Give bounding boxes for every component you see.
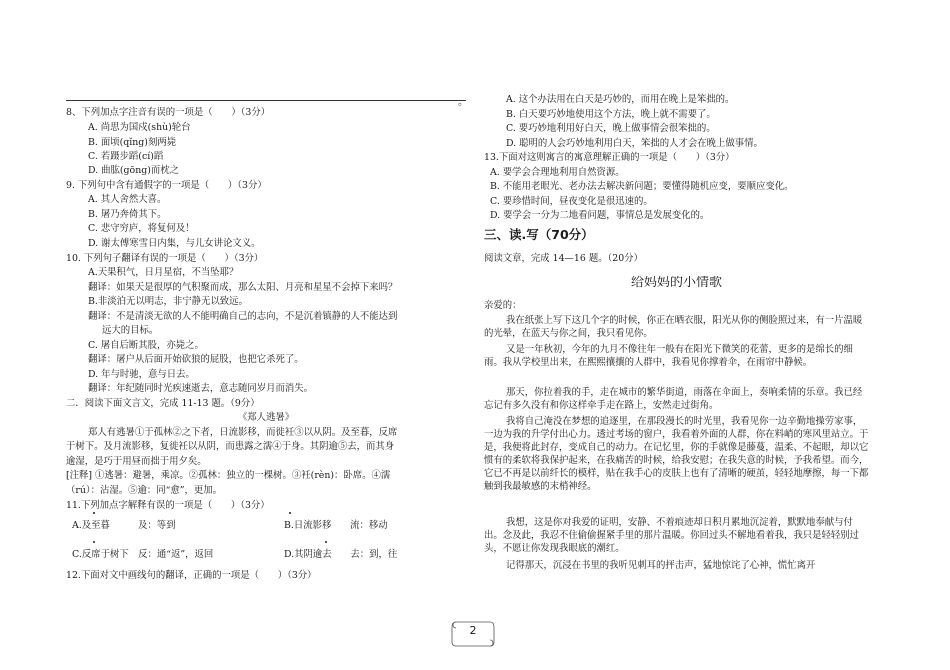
q10-b-translation-cont: 远大的目标。 <box>102 325 159 336</box>
article-paragraph-2: 又是一年秋初，今年的九月不像往年一般有在阳光下微笑的花蕾，更多的是绵长的细雨。我从学校里出来，在熙熙攘攘的人群中，我看见你撑着伞，在雨帘中静候。 <box>484 344 853 368</box>
q10-stem: 10. 下列句子翻译有误的一项是（ ）（3分） <box>66 253 264 264</box>
q13-option-d: D. 要学会一分为二地看问题，事情总是发展变化的。 <box>490 210 710 221</box>
article-paragraph-1: 我在纸张上写下这几个字的时候，你正在晒衣服，阳光从你的侧脸照过来，有一片温暖的光晕，在蓝天与你之间，我只看见你。 <box>484 315 863 339</box>
article-paragraph-5: 我想，这是你对我爱的证明，安静、不着痕迹却日积月累地沉淀着，默默地奉献与付出。念及此，我忍不住偷偷握紧手里的那片温暖。你回过头不解地看着我，我只是轻轻别过头，不愿让你发现我眼底的潮红。 <box>484 517 860 554</box>
q9-option-d: D. 谢太傅寒雪日内集，与儿女讲论文义。 <box>88 238 261 249</box>
trailing-period: 。 <box>458 97 468 108</box>
passage-line-2: 于树下。及月流影移，复徙衽以从阴，而患露之濡④于身。其阴逾⑤去，而其身 <box>66 441 395 452</box>
q10-a-translation: 翻译：如果天是很厚的气积聚而成，那么太阳、月亮和星星不会掉下来吗？ <box>88 282 398 293</box>
article-title: 给妈妈的小情歌 <box>630 276 722 289</box>
article-paragraph-3: 那天，你拉着我的手，走在城市的繁华街道，雨落在伞面上，奏响柔情的乐章。我已经忘记有多久没有和你这样牵手走在路上，安然走过街角。 <box>484 387 863 411</box>
q10-option-a: A.天果积气，日月星宿，不当坠耶？ <box>88 267 239 278</box>
q11-stem: 11.下列加点字解释有误的一项是（ ）（3分） <box>66 500 270 511</box>
passage-line-3: 逾湿，是巧于用昼而拙于用夕矣。 <box>66 456 207 467</box>
q10-c-translation: 翻译：屠户从后面开始砍狼的屁股，也把它杀死了。 <box>88 354 304 365</box>
dot-mark <box>93 541 95 543</box>
q12-stem: 12.下面对文中画线句的翻译，正确的一项是（ ）（3分） <box>66 570 317 581</box>
q13-stem: 13.下面对这则寓言的寓意理解正确的一项是（ ）（3分） <box>484 152 735 163</box>
dot-mark <box>93 512 95 514</box>
q11-option-d: D.其阴逾去 去：到，往 <box>284 549 398 560</box>
q10-option-b: B.非淡泊无以明志，非宁静无以致远。 <box>88 296 248 307</box>
q12-option-b: B. 白天要巧妙地使用这个方法，晚上就不需要了。 <box>506 109 716 120</box>
article-greeting: 亲爱的： <box>484 300 522 311</box>
q8-option-d: D. 曲肱(gōng)而枕之 <box>88 165 180 176</box>
q9-option-a: A. 其人舍然大喜。 <box>88 194 167 205</box>
answer-line <box>66 100 466 101</box>
q8-option-c: C. 若蹑步蹈(cí)蹈 <box>88 151 164 162</box>
q9-option-c: C. 悲守穷庐，将复何及！ <box>88 223 195 234</box>
q11-option-b: B.日流影移 流：移动 <box>284 520 388 531</box>
part3-instructions: 阅读文章，完成 14—16 题。（20分） <box>484 253 643 264</box>
q13-option-a: A. 要学会合理地利用自然资源。 <box>490 167 625 178</box>
q10-option-d: D. 年与时驰，意与日去。 <box>88 369 195 380</box>
q8-option-b: B. 面顷(qǐng)刻两毙 <box>88 137 177 148</box>
page-number-badge <box>450 618 496 646</box>
q9-stem: 9. 下列句中含有通假字的一项是（ ）（3分） <box>66 180 267 191</box>
q8-option-a: A. 尚思为国戍(shù)轮台 <box>88 122 191 133</box>
article-paragraph-4: 我将自己淹没在梦想的追逐里，在那段漫长的时光里，我看见你一边辛勤地操劳家事，一边为我的升学付出心力。透过考场的窗户，我看着外面的人群，你在料峭的寒风里站立。于是，我便将此封存，变成自己的动力。在记忆里，你的手就像是藤蔓，温柔、不起眼，却以它惯有的柔软将我保护起来，在我痛苦的时候，给我安慰；在我失意的时候，予我希望。而今，它已不再是以前纤长的模样，贴在我手心的皮肤上也有了清晰的硬茧，轻轻地摩擦，每一下都触到我最敏感的末梢神经。 <box>484 416 869 492</box>
q11-option-c: C.反席于树下 反：通“返”，返回 <box>72 549 214 560</box>
dot-mark <box>289 512 291 514</box>
dot-mark <box>325 541 327 543</box>
q11-option-a: A.及至暮 及：等到 <box>72 520 176 531</box>
q13-option-b: B. 不能用老眼光、老办法去解决新问题；要懂得随机应变，要顺应变化。 <box>490 181 794 192</box>
annotation-line-2: （rú）：沾湿。⑤逾：同“愈”，更加。 <box>66 485 223 496</box>
article-paragraph-6: 记得那天，沉浸在书里的我听见刺耳的抨击声，猛地惊诧了心神，慌忙离开 <box>506 560 816 571</box>
q10-option-c: C. 屠自后断其股，亦毙之。 <box>88 340 204 351</box>
page-number: 2 <box>469 624 477 637</box>
q13-option-c: C. 要珍惜时间，昼夜变化是很迅速的。 <box>490 196 653 207</box>
q10-d-translation: 翻译：年纪随同时光疾速逝去，意志随同岁月而消失。 <box>88 383 314 394</box>
q12-option-a: A. 这个办法用在白天是巧妙的，而用在晚上是笨拙的。 <box>506 94 735 105</box>
passage-title: 《郑人逃暑》 <box>237 412 295 423</box>
part2-heading: 二．阅读下面文言文，完成 11-13 题。（9分） <box>66 398 260 409</box>
q12-option-d: D. 聪明的人会巧妙地利用白天，笨拙的人才会在晚上做事情。 <box>506 138 763 149</box>
q12-option-c: C. 要巧妙地利用好白天，晚上做事情会很笨拙的。 <box>506 123 716 134</box>
passage-line-1: 郑人有逃暑①于孤林②之下者，日流影移，而徙衽③以从阴。及至暮，反席 <box>88 427 398 438</box>
q9-option-b: B. 屠乃奔倚其下。 <box>88 209 167 220</box>
q10-b-translation: 翻译：不是清淡无欲的人不能明确自己的志向，不是沉着镇静的人不能达到 <box>88 311 398 322</box>
annotation-line-1: [注释] ①逃暑：避暑，乘凉。②孤林：独立的一棵树。③衽(rèn)：卧席。④濡 <box>66 470 391 481</box>
part3-heading: 三、读.写（70分） <box>484 228 594 241</box>
q8-stem: 8、下列加点字注音有误的一项是（ ）（3分） <box>66 107 271 118</box>
